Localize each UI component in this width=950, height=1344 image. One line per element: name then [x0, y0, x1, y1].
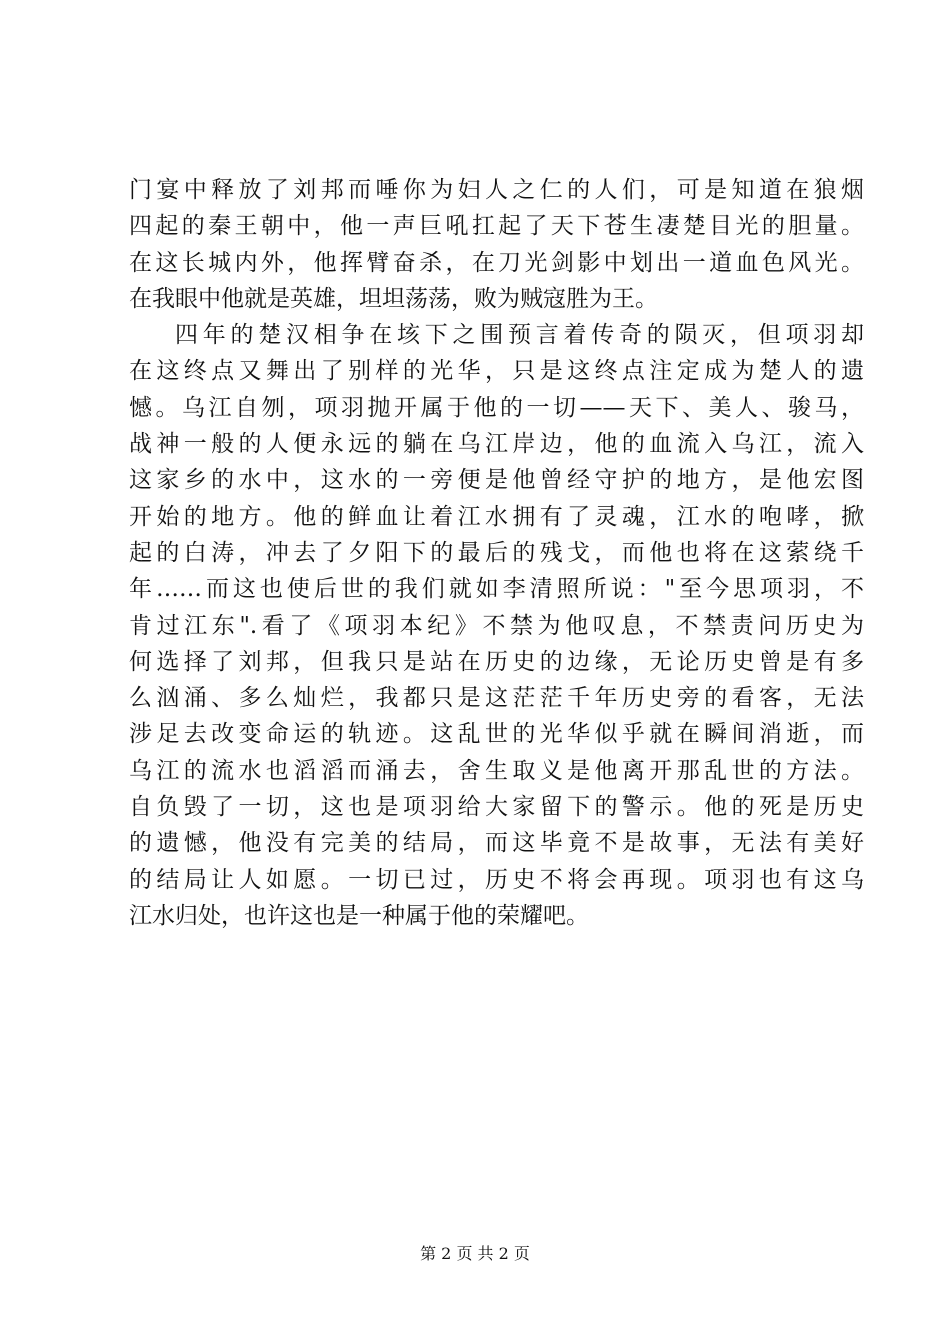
text-line: 这家乡的水中，这水的一旁便是他曾经守护的地方，是他宏图 [129, 467, 864, 494]
text-line: 在这长城内外，他挥臂奋杀，在刀光剑影中划出一道血色风光。 [129, 249, 864, 276]
text-line: 起的白涛，冲去了夕阳下的最后的残戈，而他也将在这萦绕千 [129, 539, 864, 566]
text-line: 开始的地方。他的鲜血让着江水拥有了灵魂，江水的咆哮，掀 [129, 503, 864, 530]
text-line: 憾。乌江自刎，项羽抛开属于他的一切——天下、美人、骏马， [129, 394, 864, 421]
page-number-footer: 第 2 页 共 2 页 [420, 1244, 530, 1263]
text-line: 何选择了刘邦，但我只是站在历史的边缘，无论历史曾是有多 [129, 648, 864, 675]
text-line: 年……而这也使后世的我们就如李清照所说："至今思项羽，不 [129, 576, 864, 603]
essay-body [129, 172, 864, 934]
text-line: 肯过江东".看了《项羽本纪》不禁为他叹息，不禁责问历史为 [129, 612, 864, 639]
text-line: 的遗憾，他没有完美的结局，而这毕竟不是故事，无法有美好 [129, 830, 864, 857]
text-line: 四起的秦王朝中，他一声巨吼扛起了天下苍生凄楚目光的胆量。 [129, 213, 864, 240]
text-line: 在这终点又舞出了别样的光华，只是这终点注定成为楚人的遗 [129, 358, 864, 385]
text-line: 自负毁了一切，这也是项羽给大家留下的警示。他的死是历史 [129, 794, 864, 821]
text-line: 的结局让人如愿。一切已过，历史不将会再现。项羽也有这乌 [129, 866, 864, 893]
text-line: 门宴中释放了刘邦而唾你为妇人之仁的人们，可是知道在狼烟 [129, 177, 864, 203]
paragraph-first-line: 四年的楚汉相争在垓下之围预言着传奇的陨灭，但项羽却 [175, 322, 864, 349]
text-line: 在我眼中他就是英雄，坦坦荡荡，败为贼寇胜为王。 [129, 285, 658, 312]
text-line: 江水归处，也许这也是一种属于他的荣耀吧。 [129, 902, 589, 929]
text-line: 乌江的流水也滔滔而涌去，舍生取义是他离开那乱世的方法。 [129, 757, 864, 784]
text-line: 涉足去改变命运的轨迹。这乱世的光华似乎就在瞬间消逝，而 [129, 721, 864, 748]
text-line: 么汹涌、多么灿烂，我都只是这茫茫千年历史旁的看客，无法 [129, 685, 864, 712]
text-line: 战神一般的人便永远的躺在乌江岸边，他的血流入乌江，流入 [129, 431, 864, 458]
